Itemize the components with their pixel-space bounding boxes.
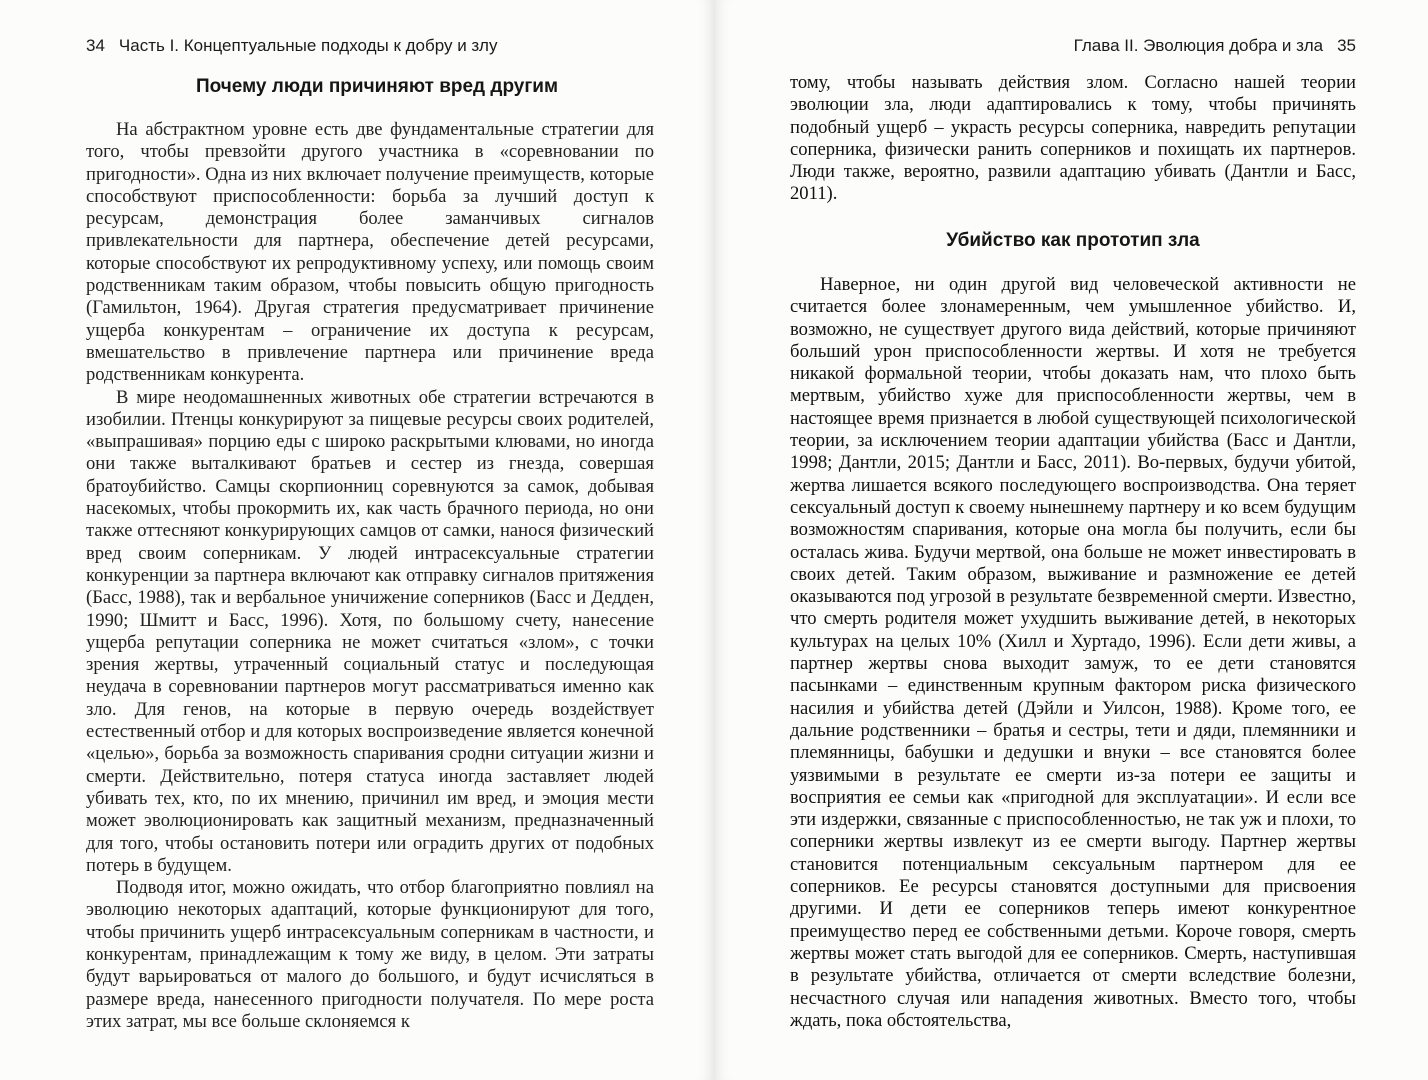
left-paragraph-3: Подводя итог, можно ожидать, что отбор благоприятно повлиял на эволюцию некоторых адаптаций, которые функционируют для того, чтобы причинить ущерб интрасексуальным соперникам в частности, и конкурентам, принадлежащим к тому же виду, в целом. Эти затраты будут варьироваться от малого до большого, и будут исчисляться в размере вреда, нанесенного пригодности получателя. По мере роста этих затрат, мы все больше склоняемся к: [86, 877, 654, 1032]
right-page-number: 35: [1337, 36, 1356, 55]
right-section-title: Убийство как прототип зла: [946, 230, 1200, 251]
left-running-head-title: Часть I. Концептуальные подходы к добру и злу: [118, 36, 498, 55]
left-text-block: [86, 119, 654, 1033]
right-intro-block: [790, 72, 1356, 206]
left-paragraph-1: На абстрактном уровне есть две фундаментальные стратегии для того, чтобы превзойти другого участника в «соревновании по пригодности». Одна из них включает получение преимуществ, которые способствуют приспособленности: борьба за лучший доступ к ресурсам, демонстрация более заманчивых сигналов привлекательности для партнера, обеспечение детей ресурсами, которые способствуют их репродуктивному успеху, или помощь своим родственникам таким образом, чтобы повысить общую пригодность (Гамильтон, 1964). Другая стратегия предусматривает причинение ущерба конкурентам – ограничение их доступа к ресурсам, вмешательство в привлечение партнера или причинение вреда родственникам конкурента.: [86, 119, 654, 386]
left-paragraph-2: В мире неодомашненных животных обе стратегии встречаются в изобилии. Птенцы конкурируют за пищевые ресурсы своих родителей, «выпрашивая» порцию еды с широко раскрытыми клювами, но иногда они также выталкивают братьев и сестер из гнезда, совершая братоубийство. Самцы скорпионниц соревнуются за самок, добывая насекомых, чтобы прокормить их, как часть брачного периода, но они также оттесняют конкурирующих самцов от самки, нанося физический вред своим соперникам. У людей интрасексуальные стратегии конкуренции за партнера включают как отправку сигналов притяжения (Басс, 1988), так и вербальное уничижение соперников (Басс и Дедден, 1990; Шмитт и Басс, 1996). Хотя, по большому счету, нанесение ущерба репутации соперника не может считаться «злом», с точки зрения жертвы, утраченный социальный статус и последующая неудача в соревновании партнеров могут рассматриваться именно как зло. Для генов, на которые в первую очередь воздействует естественный отбор и для которых воспроизведение является конечной «целью», борьба за возможность спаривания сродни ситуации жизни и смерти. Действительно, потеря статуса иногда заставляет людей убивать тех, кто, по их мнению, причинил им вред, и эмоция мести может эволюционировать как защитный механизм, предназначенный для того, чтобы остановить потери или оградить других от подобных потерь в будущем.: [86, 386, 654, 876]
left-page-number: 34: [86, 36, 105, 55]
right-running-head-title: Глава II. Эволюция добра и зла: [1073, 36, 1324, 55]
left-running-head: [86, 36, 497, 56]
left-section-title: Почему люди причиняют вред другим: [195, 76, 559, 97]
right-text-block: [790, 274, 1356, 1032]
right-paragraph-1: Наверное, ни один другой вид человеческой активности не считается более злонамеренным, чем умышленное убийство. И, возможно, не существует другого вида действий, которые причиняют больший урон приспособленности жертвы. И хотя не требуется никакой формальной теории, чтобы доказать нам, что плохо быть мертвым, убийство хуже для приспособленности жертвы, чем в настоящее время признается в любой существующей психологической теории, за исключением теории адаптации убийства (Басс и Дантли, 1998; Дантли, 2015; Дантли и Басс, 2011). Во-первых, будучи убитой, жертва лишается всякого последующего воспроизводства. Она теряет сексуальный доступ к своему нынешнему партнеру и ко всем будущим возможностям спаривания, которые она могла бы получить, если бы осталась жива. Будучи мертвой, она больше не может инвестировать в своих детей. Таким образом, выживание и размножение ее детей оказываются под угрозой в результате безвременной смерти. Известно, что смерть родителя может ухудшить выживание детей, в некоторых культурах на целых 10% (Хилл и Хуртадо, 1996). Если дети живы, а партнер жертвы снова выходит замуж, то ее дети становятся пасынками – единственным крупным фактором риска физического насилия и убийства детей (Дэйли и Уилсон, 1988). Кроме того, ее дальние родственники – братья и сестры, тети и дяди, племянники и племянницы, бабушки и дедушки и внуки – все становятся более уязвимыми в результате ее смерти из-за потери ее защиты и восприятия ее семьи как «пригодной для эксплуатации». И если все эти издержки, связанные с приспособленностью, не так уж и плохи, то соперники жертвы извлекут из ее смерти выгоду. Партнер жертвы становится потенциальным сексуальным партнером для ее соперников. Ее ресурсы становятся доступными для присвоения другими. И дети ее соперников теперь имеют конкурентное преимущество перед ее собственными детьми. Короче говоря, смерть жертвы может стать выгодой для ее соперников. Смерть, наступившая в результате убийства, отличается от смерти вследствие болезни, несчастного случая или нападения животных. Вместо того, чтобы ждать, пока обстоятельства,: [790, 274, 1356, 1031]
right-intro-paragraph: тому, чтобы называть действия злом. Согласно нашей теории эволюции зла, люди адаптировались к тому, чтобы причинять подобный ущерб – украсть ресурсы соперника, навредить репутации соперника, физически ранить соперников и похищать их партнеров. Люди также, вероятно, развили адаптацию убивать (Дантли и Басс, 2011).: [790, 72, 1356, 205]
right-running-head: [1074, 36, 1356, 56]
right-page: [714, 0, 1428, 1080]
